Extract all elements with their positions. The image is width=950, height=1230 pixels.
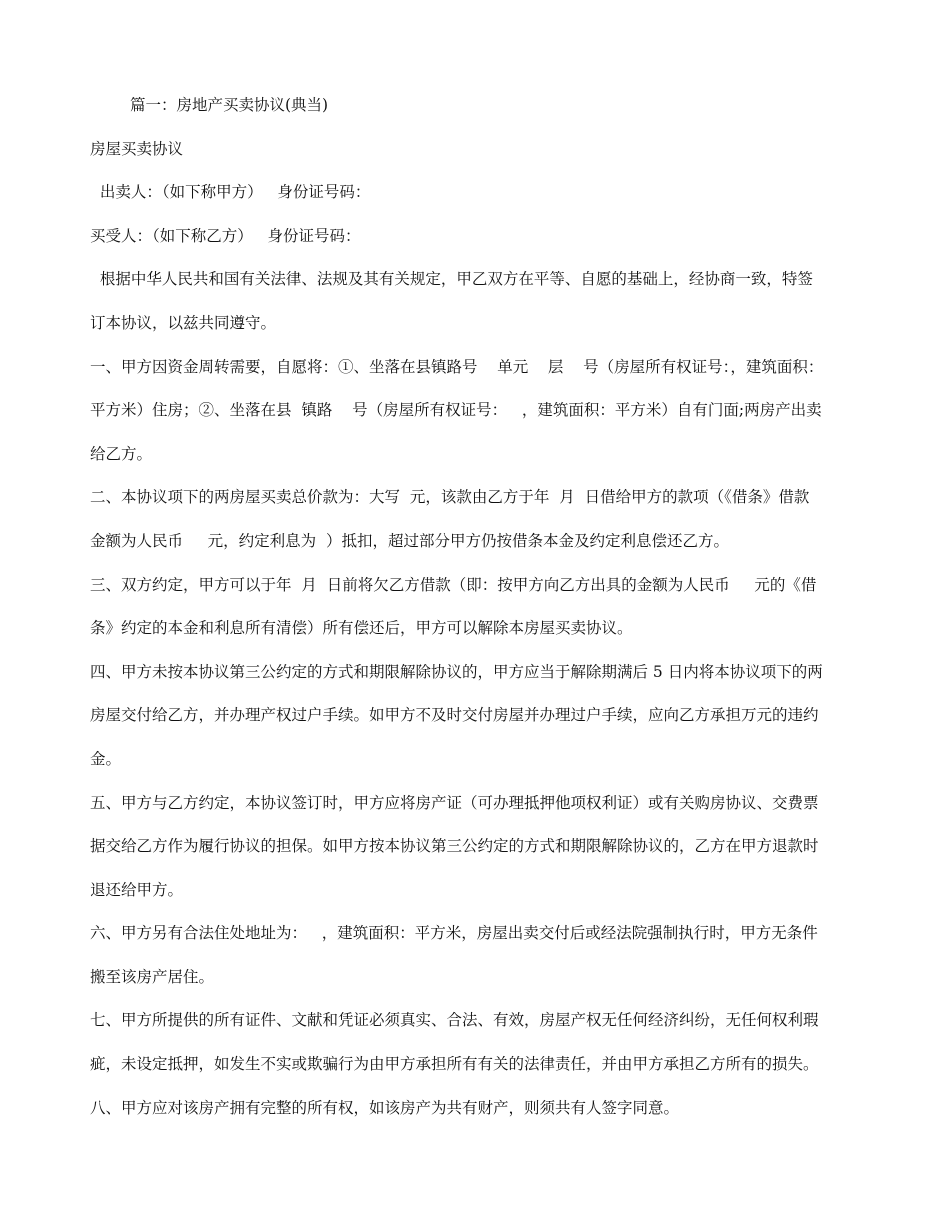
clause-4-line-2: 房屋交付给乙方，并办理产权过户手续。如甲方不及时交付房屋并办理过户手续，应向乙方承担万元的违约	[90, 706, 819, 725]
preamble-line-2: 订本协议，以兹共同遵守。	[90, 313, 277, 332]
document-heading: 篇一：房地产买卖协议(典当)	[130, 96, 329, 114]
seller-line: 出卖人：（如下称甲方） 身份证号码：	[90, 183, 371, 202]
clause-2-line-2: 金额为人民币 元，约定利息为 ）抵扣，超过部分甲方仍按借条本金及约定利息偿还乙方。	[90, 531, 729, 550]
clause-5-line-3: 退还给甲方。	[90, 880, 184, 899]
clause-3-line-2: 条》约定的本金和利息所有清偿）所有偿还后，甲方可以解除本房屋买卖协议。	[90, 619, 633, 638]
clause-2-line-1: 二、本协议项下的两房屋买卖总价款为：大写 元，该款由乙方于年 月 日借给甲方的款项（《借条》借款	[90, 488, 810, 507]
buyer-line: 买受人：（如下称乙方） 身份证号码：	[90, 226, 361, 245]
document-page	[90, 84, 860, 1130]
clause-1-line-2: 平方米）住房；②、坐落在县 镇路 号（房屋所有权证号： ，建筑面积：平方米）自有门面;两房产出卖	[90, 401, 822, 420]
document-title: 房屋买卖协议	[90, 139, 184, 158]
clause-4-line-1: 四、甲方未按本协议第三公约定的方式和期限解除协议的，甲方应当于解除期满后 5 日内将本协议项下的两	[90, 662, 823, 681]
clause-3-line-1: 三、双方约定，甲方可以于年 月 日前将欠乙方借款（即：按甲方向乙方出具的金额为人民币 元的《借	[90, 575, 817, 594]
clause-6-line-2: 搬至该房产居住。	[90, 967, 215, 986]
clause-8-line-1: 八、甲方应对该房产拥有完整的所有权，如该房产为共有财产，则须共有人签字同意。	[90, 1098, 680, 1117]
clause-4-line-3: 金。	[90, 749, 122, 768]
clause-6-line-1: 六、甲方另有合法住处地址为： ，建筑面积：平方米，房屋出卖交付后或经法院强制执行时，甲方无条件	[90, 924, 818, 943]
clause-7-line-1: 七、甲方所提供的所有证件、文献和凭证必须真实、合法、有效，房屋产权无任何经济纠纷，无任何权利瑕	[90, 1011, 819, 1030]
clause-5-line-1: 五、甲方与乙方约定，本协议签订时，甲方应将房产证（可办理抵押他项权利证）或有关购房协议、交费票	[90, 793, 819, 812]
clause-1-line-3: 给乙方。	[90, 444, 153, 463]
preamble-line-1: 根据中华人民共和国有关法律、法规及其有关规定，甲乙双方在平等、自愿的基础上，经协商一致，特签	[90, 270, 813, 289]
clause-7-line-2: 疵，未设定抵押，如发生不实或欺骗行为由甲方承担所有有关的法律责任，并由甲方承担乙方所有的损失。	[90, 1055, 819, 1074]
clause-1-line-1: 一、甲方因资金周转需要，自愿将：①、坐落在县镇路号 单元 层 号（房屋所有权证号：，建筑面积：	[90, 357, 824, 376]
clause-5-line-2: 据交给乙方作为履行协议的担保。如甲方按本协议第三公约定的方式和期限解除协议的，乙方在甲方退款时	[90, 837, 819, 856]
